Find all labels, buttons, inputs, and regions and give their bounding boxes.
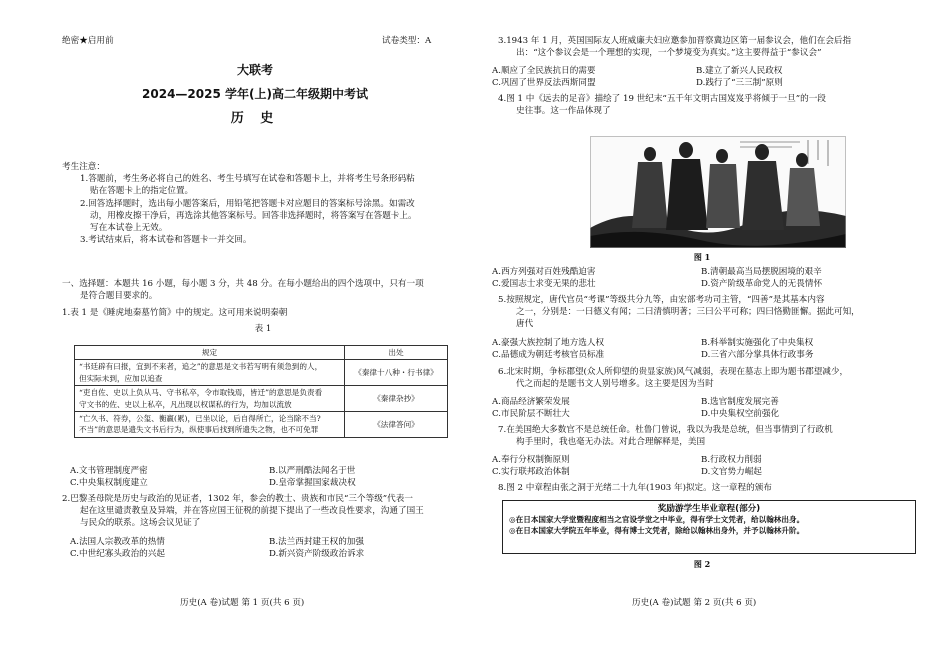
option-d[interactable]: D.文官势力崛起	[701, 467, 762, 478]
table-row	[75, 411, 448, 437]
option-b[interactable]: B.选官制度发展完善	[701, 397, 779, 407]
section-1-intro	[62, 278, 464, 302]
exam-title-2: 2024—2025 学年(上)高二年级期中考试	[142, 87, 368, 101]
option-d[interactable]: D.资产阶级革命党人的无畏情怀	[701, 279, 823, 290]
page-2	[492, 0, 920, 672]
option-c[interactable]: C.巩固了世界反法西斯同盟	[492, 78, 596, 89]
question-1	[62, 307, 464, 335]
question-4-line: 4.图 1 中《远去的足音》描绘了 19 世纪末“五千年文明古国岌岌乎将倾于一旦”的一段	[498, 94, 826, 104]
question-7-line: 7.在美国绝大多数官不是总统任命。杜鲁门曾说，我以为我是总统，但当事情到了行政机	[498, 425, 833, 435]
figure-2-row: ◎在日本国家大学堂暨程度相当之官设学堂之中毕业，得有学士文凭者，给以翰林出身。	[509, 515, 805, 525]
option-c[interactable]: C.品德成为朝廷考核官员标准	[492, 350, 605, 361]
table-cell-source: 《法律答问》	[345, 411, 448, 437]
question-1-stem: 1.表 1 是《睡虎地秦墓竹简》中的规定。这可用来说明秦朝	[62, 308, 288, 318]
notice-line: 3.考试结束后，将本试卷和答题卡一并交回。	[80, 235, 252, 246]
table-cell-rule: “吏自佐、史以上负从马、守书私卒，令市取钱焉，皆迁”的意思是负责看 守文书的佐、史以上私卒，凡出现以权谋私的行为，均加以流放	[75, 386, 345, 412]
notice-line: 写在本试卷上无效。	[90, 223, 168, 234]
option-c[interactable]: C.中世纪寡头政治的兴起	[70, 549, 165, 560]
option-b[interactable]: B.清朝最高当局摆脱困境的艰辛	[701, 267, 822, 277]
table-1	[74, 345, 448, 438]
section-line: 是符合题目要求的。	[80, 291, 158, 302]
question-3-line: 出：“这个参议会是一个理想的实现，一个梦境变为真实。”这主要得益于“参议会”	[516, 48, 822, 59]
confidential-label: 绝密★启用前	[62, 36, 114, 46]
question-3-options	[492, 65, 892, 89]
option-a[interactable]: A.顺应了全民族抗日的需要	[492, 66, 596, 76]
option-d[interactable]: D.中央集权空前强化	[701, 409, 780, 420]
option-a[interactable]: A.西方列强对百姓残酷迫害	[492, 267, 596, 277]
option-b[interactable]: B.科举制实施强化了中央集权	[701, 338, 814, 348]
figure-1-painting	[590, 136, 846, 248]
question-5-line: 之一，分别是：一曰德义有闻；二曰清慎明著；三曰公平可称；四曰恪勤匪懈。据此可知，	[516, 307, 860, 318]
question-6-line: 代之而起的是题书文人别号增多。这主要是因为当时	[516, 379, 714, 390]
notice-title: 考生注意：	[62, 162, 105, 172]
question-2-line: 2.巴黎圣母院是历史与政治的见证者，1302 年，参会的教士、贵族和市民“三个等级”代表一	[62, 494, 413, 504]
option-b[interactable]: B.建立了新兴人民政权	[696, 66, 783, 76]
option-a[interactable]: A.商品经济繁荣发展	[492, 397, 570, 407]
question-7	[498, 424, 918, 448]
notice	[62, 161, 464, 246]
question-4-options	[492, 266, 902, 290]
page-1	[40, 0, 470, 672]
table-cell-rule: “亡久书、符券，公玺、衡羸(累)，已坐以论，后自得所亡，论当除不当? 不当”的意思是遗失文书后行为，纵使事后找到所遗失之物，也不可免罪	[75, 411, 345, 437]
option-d[interactable]: D.皇帝掌握国家裁决权	[269, 478, 356, 489]
notice-line: 动，用橡皮擦干净后，再选涂其他答案标号。回答非选择题时，将答案写在答题卡上。	[90, 210, 417, 221]
table-header-rule: 规定	[75, 346, 345, 360]
table-cell-source: 《秦律杂抄》	[345, 386, 448, 412]
notice-line: 2.回答选择题时，选出每小题答案后，用铅笔把答题卡对应题目的答案标号涂黑。如需改	[80, 198, 415, 209]
table-cell-rule: “书廷辟有曰报，宜到不来者，追之”的意思是文书若写明有须急到的人， 但实际未到，应加以追查	[75, 360, 345, 386]
option-b[interactable]: B.法兰西封建王权的加强	[269, 537, 364, 547]
section-line: 一、选择题：本题共 16 小题，每小题 3 分，共 48 分。在每小题给出的四个选项中，只有一项	[62, 279, 424, 289]
table-row	[75, 360, 448, 386]
page-2-footer: 历史(A 卷)试题 第 2 页(共 6 页)	[632, 598, 757, 608]
question-7-options	[492, 454, 902, 478]
question-6-options	[492, 396, 902, 420]
question-5-line: 唐代	[516, 319, 534, 330]
notice-line: 1.答题前，考生务必将自己的姓名、考生号填写在试卷和答题卡上，并将考生号条形码粘	[80, 174, 415, 185]
figure-2-title: 奖励游学生毕业章程(部分)	[657, 504, 761, 514]
question-5-options	[492, 337, 902, 361]
figure-2-caption: 图 2	[693, 559, 711, 569]
option-c[interactable]: C.市民阶层不断壮大	[492, 409, 570, 420]
question-2	[62, 493, 464, 530]
question-3	[498, 35, 918, 59]
exam-subject: 历 史	[230, 111, 280, 126]
question-3-line: 3.1943 年 1 月，英国国际友人班威廉夫妇应邀参加晋察冀边区第一届参议会，他们在会后指	[498, 36, 852, 46]
paper-type-label: 试卷类型：A	[382, 36, 432, 46]
question-1-options	[70, 465, 460, 489]
question-8	[498, 482, 918, 494]
question-4-line: 史往事。这一作品体现了	[516, 106, 611, 117]
question-6-line: 6.北宋时期，争标郡望(众人所仰望的贵显家族)风气减弱，表现在墓志上即为题书郡望减少，	[498, 367, 849, 377]
question-8-stem: 8.图 2 中章程由张之洞于光绪二十九年(1903 年)拟定。这一章程的颁布	[498, 483, 772, 493]
option-a[interactable]: A.豪强大族控制了地方选人权	[492, 338, 605, 348]
option-b[interactable]: B.以严刑酷法闻名于世	[269, 466, 356, 476]
notice-line: 贴在答题卡上的指定位置。	[90, 186, 194, 197]
table-1-caption: 表 1	[254, 324, 272, 335]
option-c[interactable]: C.爱国志士求变无果的悲壮	[492, 279, 596, 290]
question-5-line: 5.按照规定，唐代官员“考课”等级共分九等，由宏部考功司主管，“四善”是其基本内容	[498, 295, 825, 305]
figure-2-row: ◎在日本国家大学院五年毕业，得有博士文凭者，除给以翰林出身外，并予以翰林升阶。	[509, 525, 805, 535]
option-d[interactable]: D.三省六部分掌具体行政事务	[701, 350, 814, 361]
question-2-options	[70, 536, 460, 560]
option-a[interactable]: A.奉行分权制衡原则	[492, 455, 570, 465]
exam-title-1: 大联考	[236, 63, 273, 77]
option-c[interactable]: C.中央集权制度建立	[70, 478, 148, 489]
question-2-line: 起在这里谴责教皇及异端，并在答应国王征税的前提下提出了一些改良性要求，沟通了国王	[80, 506, 424, 517]
table-cell-source: 《秦律十八种・行书律》	[345, 360, 448, 386]
question-2-line: 与民众的联系。这场会议见证了	[80, 518, 201, 529]
option-a[interactable]: A.文书管理制度严密	[70, 466, 148, 476]
page-1-footer: 历史(A 卷)试题 第 1 页(共 6 页)	[180, 598, 305, 608]
option-b[interactable]: B.行政权力削弱	[701, 455, 762, 465]
option-d[interactable]: D.新兴资产阶级政治诉求	[269, 549, 365, 560]
figure-1-caption: 图 1	[693, 252, 711, 262]
figure-2-regulation	[502, 500, 916, 554]
question-6	[498, 366, 918, 390]
option-d[interactable]: D.践行了“三三制”原则	[696, 78, 783, 89]
question-5	[498, 294, 918, 331]
option-a[interactable]: A.法国人宗教改革的热情	[70, 537, 165, 547]
table-row	[75, 386, 448, 412]
question-7-line: 构手里时，我也毫无办法。对此合理解释是，美国	[516, 437, 706, 448]
table-header-source: 出处	[345, 346, 448, 360]
option-c[interactable]: C.实行联邦政治体制	[492, 467, 570, 478]
question-4	[498, 93, 918, 117]
